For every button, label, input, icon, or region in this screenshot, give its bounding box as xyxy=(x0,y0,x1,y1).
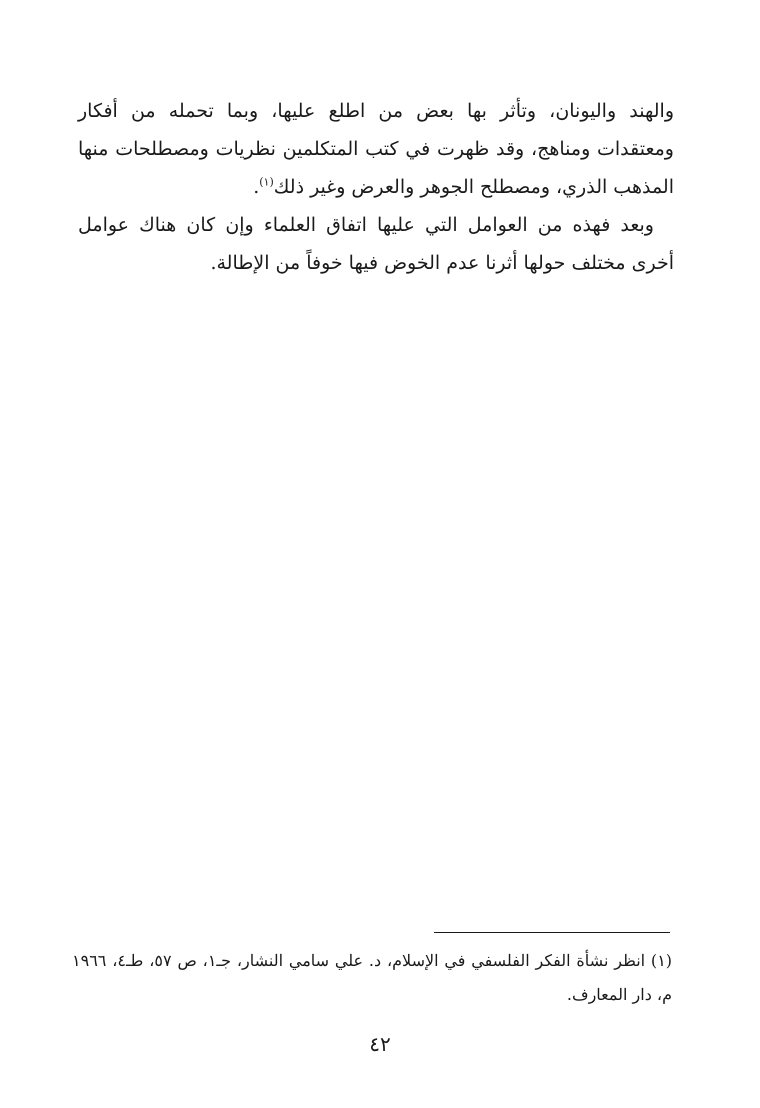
footnote-1: (١) انظر نشأة الفكر الفلسفي في الإسلام، د. علي سامي النشار، جـ١، ص ٥٧، طـ٤، ١٩٦٦ م، دار المعارف. xyxy=(72,951,673,1004)
paragraph-2 xyxy=(78,206,674,282)
footnote-separator xyxy=(434,932,670,933)
paragraph-2-text: وبعد فهذه من العوامل التي عليها اتفاق العلماء وإن كان هناك عوامل أخرى مختلف حولها أثرنا عدم الخوض فيها خوفاً من الإطالة. xyxy=(78,214,674,274)
paragraph-1-tail: . xyxy=(253,176,260,198)
paragraph-1-text: والهند واليونان، وتأثر بها بعض من اطلع عليها، وبما تحمله من أفكار ومعتقدات ومناهج، وقد ظهرت في كتب المتكلمين نظريات ومصطلحات منها المذهب الذري، ومصطلح الجوهر والعرض وغير ذلك xyxy=(78,100,674,198)
footnote-reference[interactable]: (١) xyxy=(259,175,274,189)
page-number: ٤٢ xyxy=(369,1032,391,1056)
body-text xyxy=(78,92,674,282)
paragraph-1 xyxy=(78,92,674,206)
footnotes xyxy=(72,944,672,1012)
